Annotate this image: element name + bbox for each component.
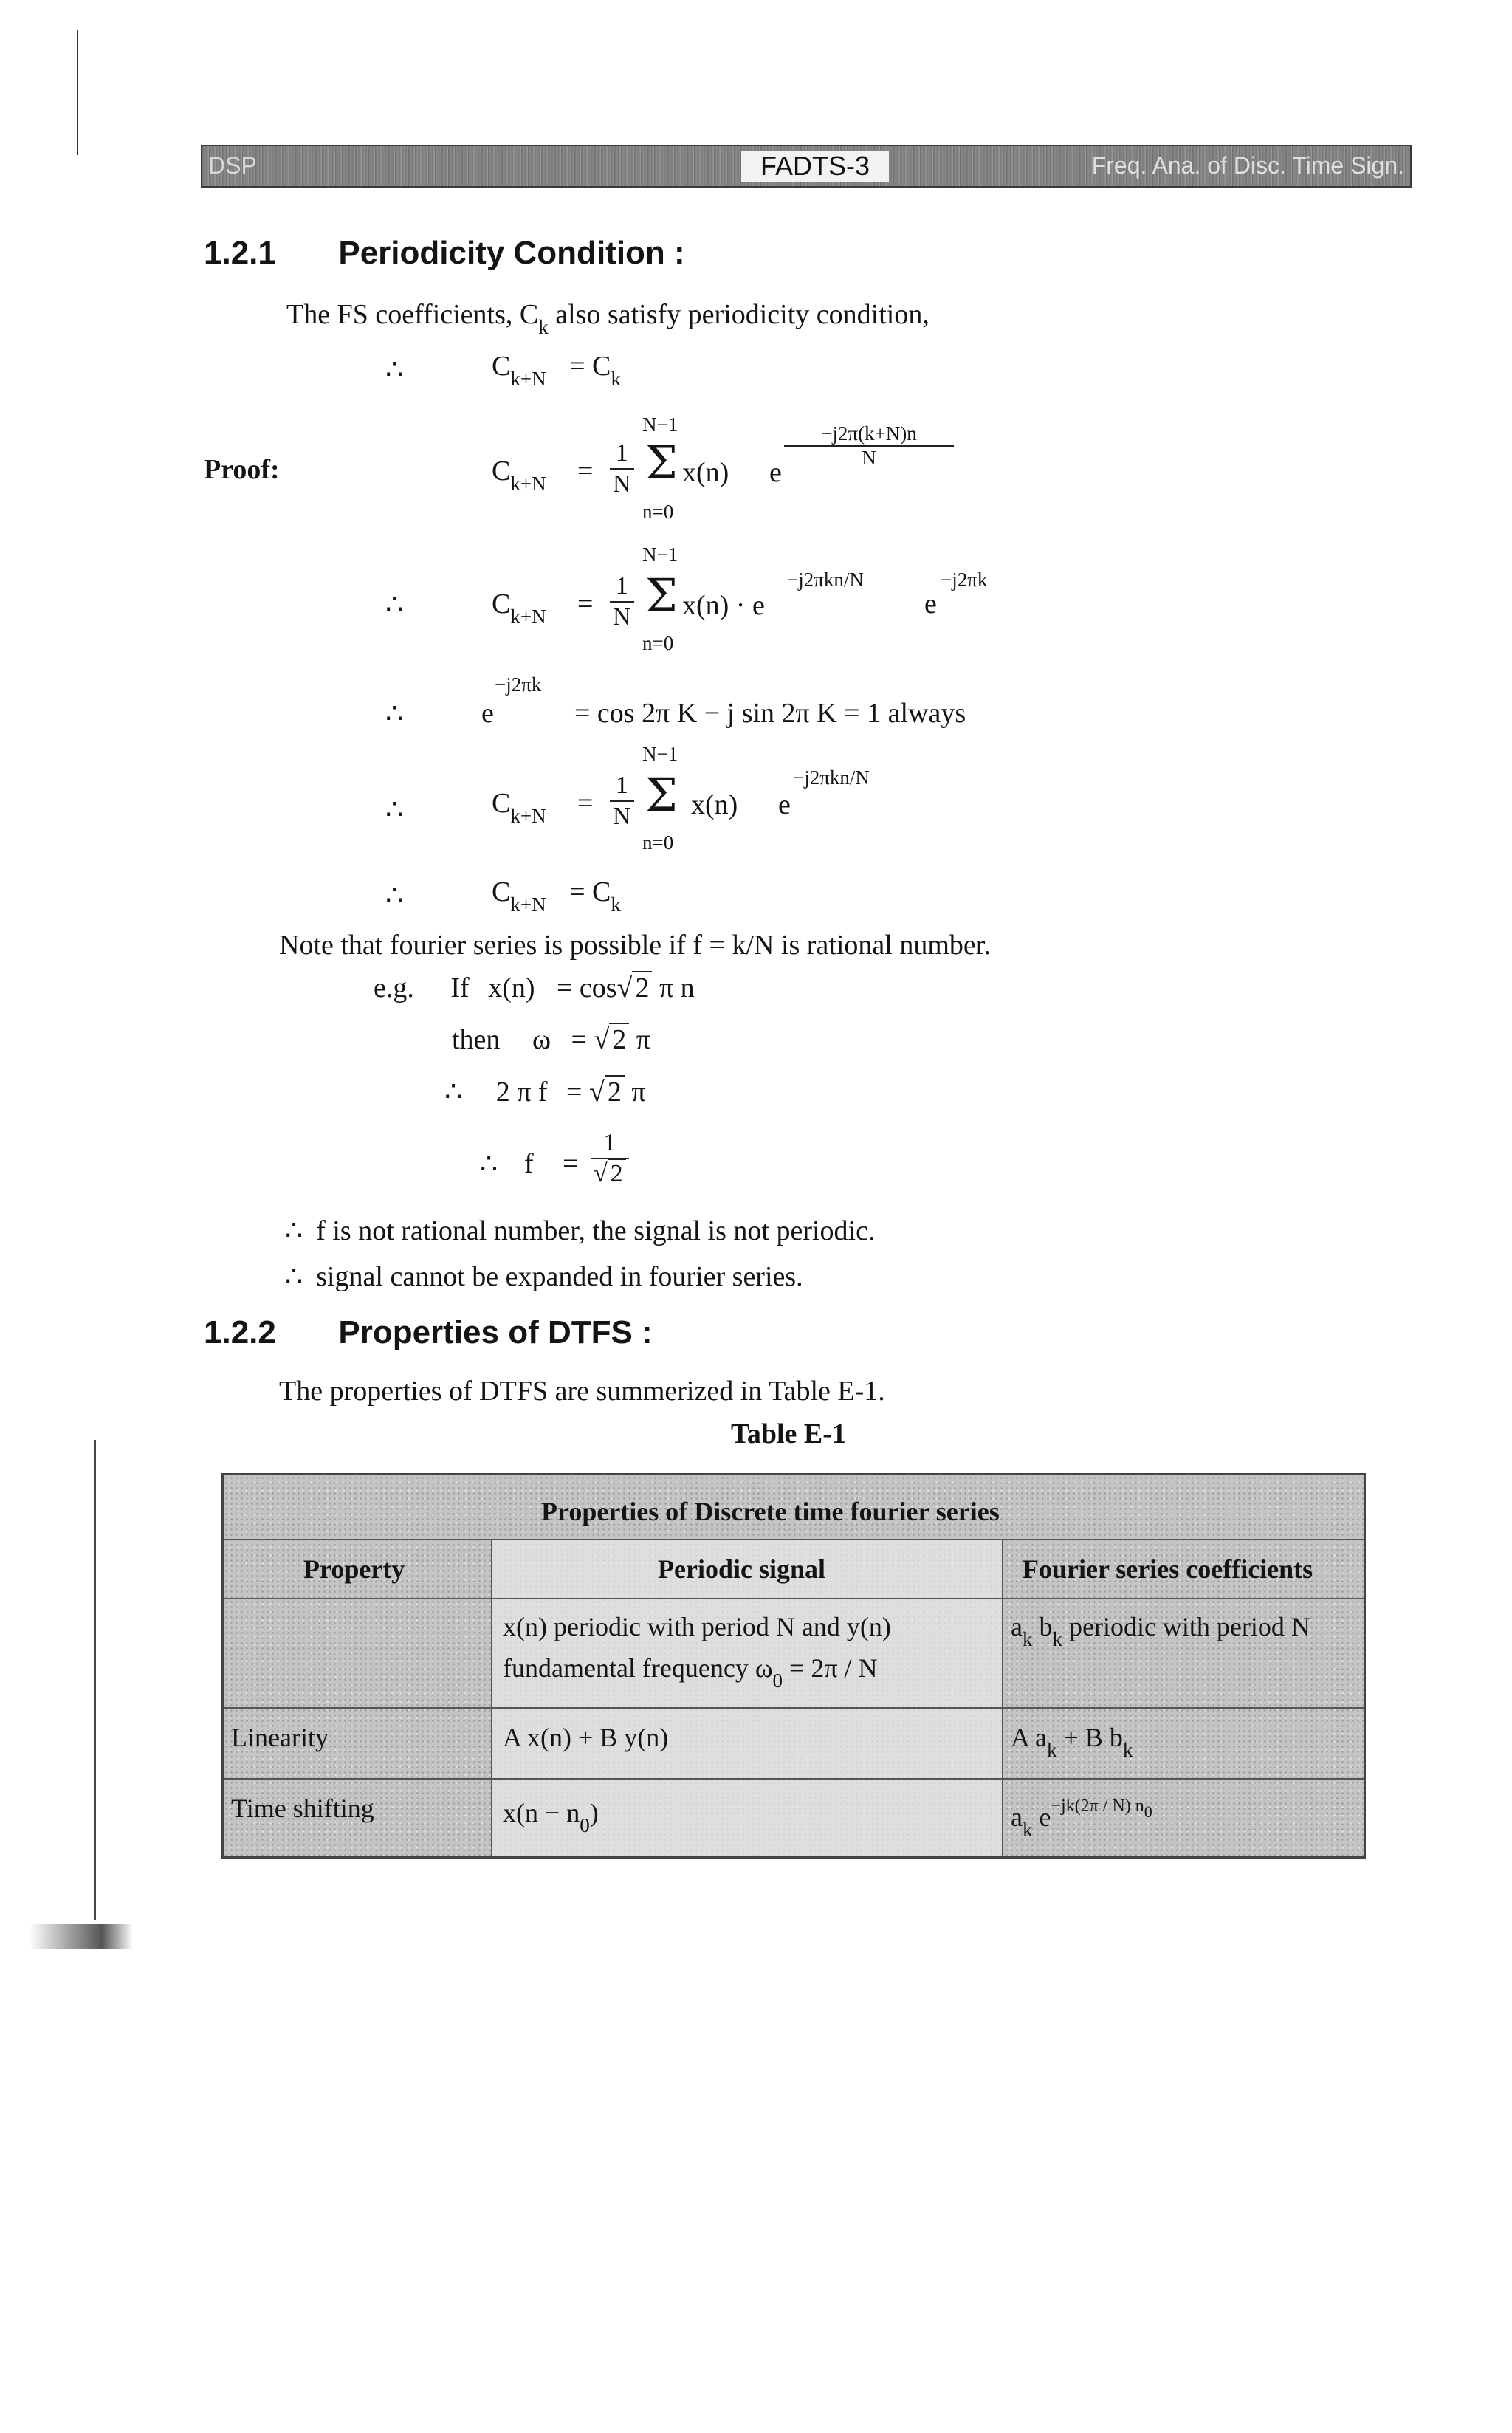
conclusion-2: ∴ signal cannot be expanded in fourier series. xyxy=(285,1261,803,1292)
section-1-title: Periodicity Condition : xyxy=(338,235,685,271)
table-row-2-signal: A x(n) + B y(n) xyxy=(492,1709,1003,1780)
table-row-3-coefficients: $a_k$ $e^{-jk(2\pi / N) n0}$ xyxy=(1011,1797,1152,1841)
example-line-4: ∴ f = $\frac{1}{√ 2}$ xyxy=(480,1122,701,1196)
proof-label: Proof: xyxy=(204,454,280,485)
scan-edge-line-top xyxy=(77,30,78,155)
properties-table xyxy=(221,1473,1366,1859)
therefore-symbol-1: ∴ xyxy=(385,354,404,385)
table-header-signal: Periodic signal xyxy=(492,1540,1003,1599)
therefore-symbol-5: ∴ xyxy=(385,880,404,911)
section-2-heading xyxy=(204,1314,653,1351)
header-right: Freq. Ana. of Disc. Time Sign. xyxy=(1091,152,1404,179)
header-center: FADTS-3 xyxy=(741,151,889,182)
table-row-1-signal: x(n) periodic with period N and y(n) fundamental frequency $\omega_0 = 2\pi / N$ xyxy=(492,1599,1003,1709)
table-caption: Table E-1 xyxy=(731,1418,846,1449)
section-2-number: 1.2.2 xyxy=(204,1314,276,1351)
equation-conclusion: $C_{k+N} = C_k$ xyxy=(492,876,621,916)
conclusion-1: ∴ f is not rational number, the signal is not periodic. xyxy=(285,1215,876,1246)
equation-proof-3: $C_{k+N}$ = $\frac{1}{N}$ N−1 Σ n=0 x(n) e −j2πkn/N xyxy=(492,743,870,854)
header-band xyxy=(201,145,1412,188)
section-2-intro: The properties of DTFS are summerized in Table E-1. xyxy=(279,1376,885,1407)
scan-edge-line-bottom xyxy=(94,1440,96,1920)
therefore-symbol-4: ∴ xyxy=(385,795,404,826)
table-title: Properties of Discrete time fourier series xyxy=(541,1497,1000,1526)
header-left: DSP xyxy=(208,152,257,179)
example-line-2: then ω = √ 2 π xyxy=(452,1024,650,1055)
example-line-1: e.g. If x(n) = cos√ 2 π n xyxy=(374,972,695,1003)
equation-euler: e −j2πk = cos 2π K − j sin 2π K = 1 always xyxy=(481,673,966,729)
therefore-symbol-2: ∴ xyxy=(385,589,404,620)
table-row-1-coefficients: $a_k$ $b_k$ periodic with period N xyxy=(1003,1599,1364,1709)
equation-proof-2: $C_{k+N}$ = $\frac{1}{N}$ N−1 Σ n=0 x(n) · e −j2πkn/N e −j2πk xyxy=(492,543,988,654)
table-row-2-property: Linearity xyxy=(224,1709,492,1780)
equation-proof-1: $C_{k+N}$ = $\frac{1}{N}$ N−1 Σ n=0 x(n) e −j2π(k+N)n N xyxy=(492,413,1053,532)
table-header-coefficients: Fourier series coefficients xyxy=(1003,1540,1364,1599)
section-1-number: 1.2.1 xyxy=(204,235,276,271)
scan-smudge xyxy=(30,1924,133,1949)
section-1-heading xyxy=(204,235,685,272)
table-row-3-property: Time shifting xyxy=(224,1780,492,1856)
table-header-property: Property xyxy=(224,1540,492,1599)
therefore-symbol-3: ∴ xyxy=(385,699,404,730)
table-title-cell xyxy=(224,1475,1364,1540)
note-rational: Note that fourier series is possible if f = k/N is rational number. xyxy=(279,930,991,961)
example-line-3: ∴ 2 π f = √ 2 π xyxy=(444,1077,646,1108)
section-2-title: Properties of DTFS : xyxy=(338,1314,653,1351)
table-row-1-property xyxy=(224,1599,492,1709)
table-row-2-coefficients: A $a_k + B$ $b_k$ xyxy=(1003,1709,1364,1780)
section-1-intro: The FS coefficients, $C_k$ also satisfy periodicity condition, xyxy=(286,299,929,338)
equation-ck-periodic: $C_{k+N} = C_k$ xyxy=(492,351,621,390)
table-row-3-signal: $x(n - n_0)$ xyxy=(492,1780,1003,1856)
